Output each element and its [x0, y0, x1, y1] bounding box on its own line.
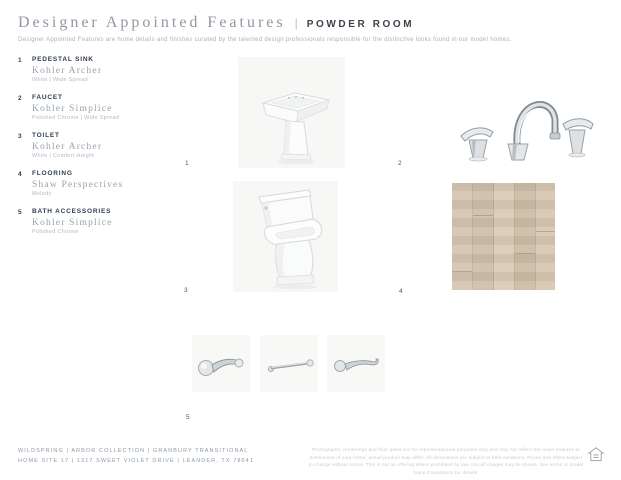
- page-subtitle: Designer Appointed Features are home details and finishes curated by the talented design professionals responsible for the distinctive looks found in our model homes.: [18, 37, 512, 43]
- item-category: FAUCET: [32, 94, 63, 101]
- list-item-pedestal-sink: [18, 56, 180, 83]
- faucet-illustration: [443, 84, 601, 162]
- item-category: BATH ACCESSORIES: [32, 208, 112, 215]
- towel-ring-image: [327, 335, 385, 392]
- plank-seam: [452, 271, 472, 272]
- title-separator: |: [294, 16, 298, 30]
- figure-number-2: 2: [398, 160, 402, 167]
- equal-housing-icon: [588, 447, 604, 462]
- plank-seam: [536, 231, 555, 232]
- towel-ring-illustration: [327, 335, 385, 392]
- towel-bar-illustration: [260, 335, 318, 392]
- list-item-faucet: [18, 94, 180, 121]
- faucet-image: [443, 84, 601, 162]
- item-detail: Polished Chrome: [32, 229, 79, 235]
- towel-bar-image: [260, 335, 318, 392]
- item-category: FLOORING: [32, 170, 73, 177]
- header: [18, 14, 603, 43]
- figure-number-3: 3: [184, 287, 188, 294]
- pedestal-sink-image: [238, 57, 345, 168]
- features-list: [18, 56, 180, 235]
- list-item-flooring: [18, 170, 180, 197]
- toilet-image: [233, 181, 338, 292]
- toilet-illustration: [233, 181, 338, 292]
- item-detail: White | Wide Spread: [32, 77, 89, 83]
- plank-seam: [515, 253, 535, 254]
- figure-number-5: 5: [186, 414, 190, 421]
- item-product: Kohler Simplice: [32, 218, 113, 228]
- item-category: PEDESTAL SINK: [32, 56, 94, 63]
- item-number: 1: [18, 57, 22, 64]
- toilet-paper-holder-image: [192, 335, 250, 392]
- toilet-paper-holder-illustration: [192, 335, 250, 392]
- item-product: Shaw Perspectives: [32, 180, 124, 190]
- pedestal-sink-illustration: [238, 57, 345, 168]
- footer-disclaimer: Photographs, renderings and floor plans are for representational purposes only and may not reflect the exact features or dimensions of your home; actual product may differ. All dimensions are subject to field variations. Prices and offers subject to change without notice. This is not an offering where prohibited by law. Not all images may be shown. See terms or model home Consultants for details.: [308, 447, 584, 475]
- item-number: 5: [18, 209, 22, 216]
- figure-number-4: 4: [399, 288, 403, 295]
- figure-number-1: 1: [185, 160, 189, 167]
- footer-line-address: HOME SITE 17 | 1317 SWEET VIOLET DRIVE | LEANDER, TX 78641: [18, 457, 255, 464]
- item-number: 4: [18, 171, 22, 178]
- item-detail: Melody: [32, 191, 52, 197]
- item-detail: White | Comfort Height: [32, 153, 95, 159]
- footer-community-info: [18, 447, 254, 466]
- plank-seam: [473, 215, 493, 216]
- room-title: POWDER ROOM: [306, 19, 415, 30]
- item-product: Kohler Simplice: [32, 104, 113, 114]
- item-product: Kohler Archer: [32, 66, 103, 76]
- list-item-bath-accessories: [18, 208, 180, 235]
- item-number: 3: [18, 133, 22, 140]
- page-title: Designer Appointed Features: [18, 14, 286, 31]
- footer-line-community: WILDSPRING | ARBOR COLLECTION | GRANBURY TRANSITIONAL: [18, 448, 249, 454]
- item-category: TOILET: [32, 132, 60, 139]
- item-detail: Polished Chrome | Wide Spread: [32, 115, 120, 121]
- list-item-toilet: [18, 132, 180, 159]
- item-number: 2: [18, 95, 22, 102]
- flooring-swatch-image: [452, 183, 555, 290]
- item-product: Kohler Archer: [32, 142, 103, 152]
